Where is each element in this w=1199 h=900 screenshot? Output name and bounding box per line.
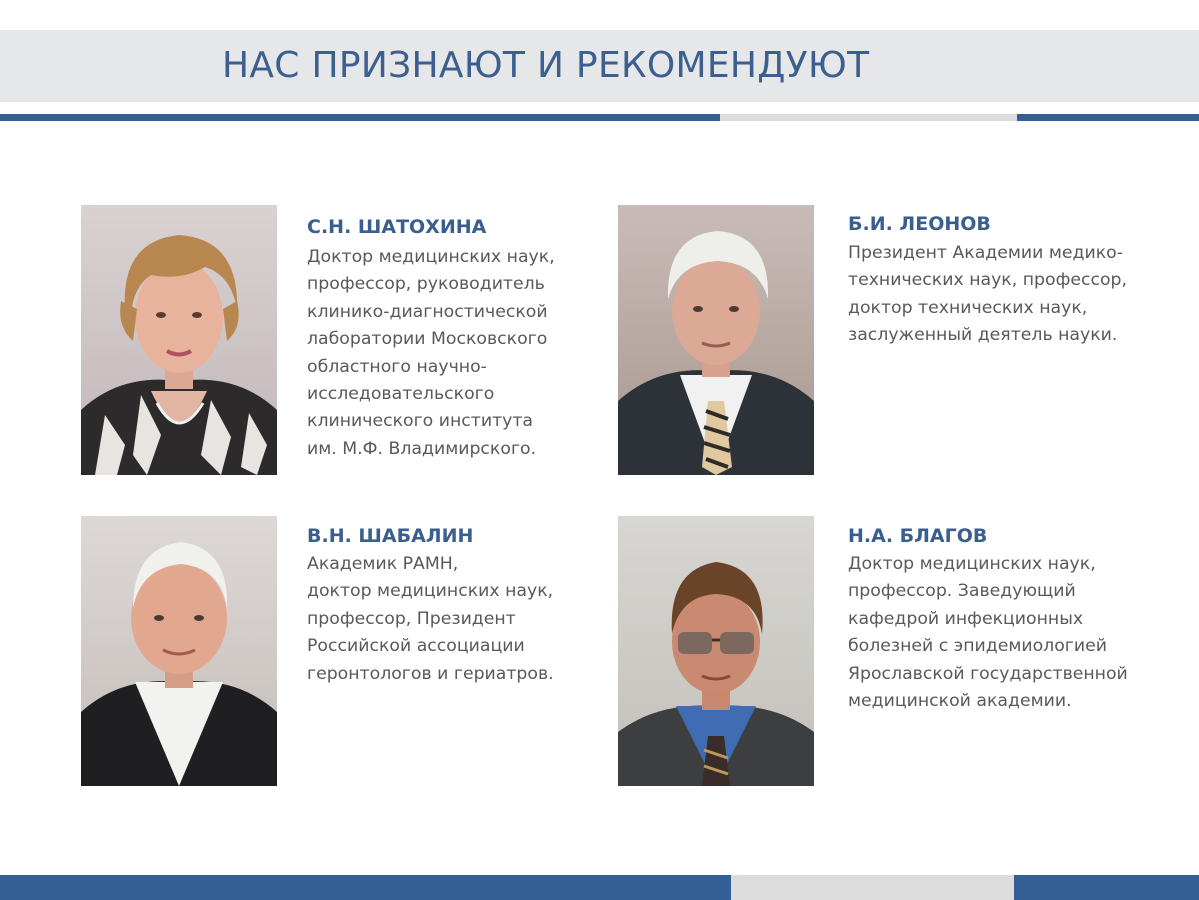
expert-description [307, 551, 554, 688]
description-line: Доктор медицинских наук, [307, 247, 555, 267]
description-line: Доктор медицинских наук, [848, 554, 1096, 574]
portrait-blagov [618, 516, 814, 786]
top-divider-blue-right [1017, 114, 1199, 121]
expert-name: Б.И. ЛЕОНОВ [848, 213, 991, 235]
description-line: доктор технических наук, [848, 297, 1088, 318]
bottom-bar-gray [731, 875, 1014, 900]
description-line: профессор. Заведующий [848, 581, 1076, 602]
top-divider-blue-left [0, 114, 720, 121]
portrait-leonov [618, 205, 814, 475]
description-line: лаборатории Московского [307, 329, 548, 350]
description-line: им. М.Ф. Владимирского. [307, 438, 537, 459]
description-line: клинического института [307, 411, 534, 432]
description-line: Ярославской государственной [848, 663, 1128, 684]
description-line: технических наук, профессор, [848, 270, 1128, 291]
portrait-shatokhina [81, 205, 277, 475]
expert-description [307, 244, 555, 463]
bottom-bar-blue-right [1014, 875, 1199, 900]
description-line: медицинской академии. [848, 691, 1072, 712]
page-title: НАС ПРИЗНАЮТ И РЕКОМЕНДУЮТ [222, 45, 870, 86]
description-line: геронтологов и гериатров. [307, 663, 554, 684]
description-line: исследовательского [307, 384, 495, 405]
expert-name: В.Н. ШАБАЛИН [307, 525, 474, 547]
top-divider-gray [720, 114, 1017, 121]
description-line: кафедрой инфекционных [848, 608, 1084, 629]
description-line: заслуженный деятель науки. [848, 325, 1118, 346]
description-line: Российской ассоциации [307, 636, 525, 657]
description-line: профессор, Президент [307, 608, 516, 629]
description-line: болезней с эпидемиологией [848, 636, 1107, 657]
expert-name: Н.А. БЛАГОВ [848, 525, 988, 547]
expert-description [848, 551, 1128, 715]
description-line: доктор медицинских наук, [307, 581, 554, 602]
expert-name: С.Н. ШАТОХИНА [307, 216, 487, 238]
description-line: Президент Академии медико- [848, 243, 1123, 263]
description-line: областного научно- [307, 356, 487, 377]
portrait-shabalin [81, 516, 277, 786]
expert-description [848, 240, 1127, 350]
description-line: Академик РАМН, [307, 554, 459, 574]
bottom-bar-blue-left [0, 875, 731, 900]
description-line: клинико-диагностической [307, 301, 548, 322]
description-line: профессор, руководитель [307, 274, 545, 295]
